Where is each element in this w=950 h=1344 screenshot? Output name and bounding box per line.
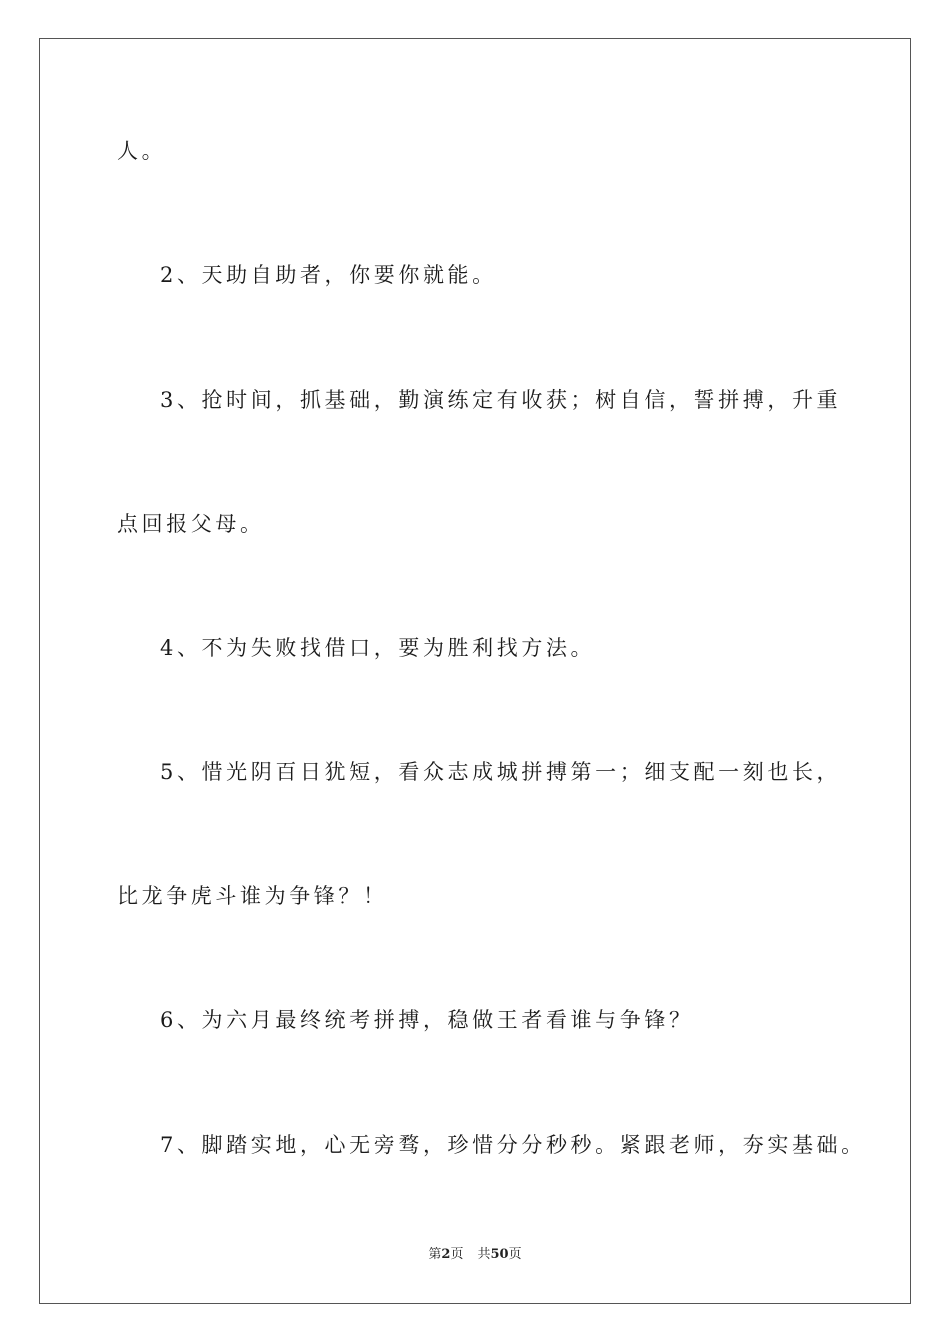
list-item-3-continued: 点回报父母。 xyxy=(117,512,265,536)
list-item-3: 3、抢时间，抓基础，勤演练定有收获；树自信，誓拼搏，升重 xyxy=(160,388,842,412)
total-prefix: 共 xyxy=(477,1247,491,1262)
page-prefix: 第 xyxy=(428,1247,442,1262)
list-item-6: 6、为六月最终统考拼搏，稳做王者看谁与争锋？ xyxy=(160,1008,694,1032)
list-item-7: 7、脚踏实地，心无旁骛，珍惜分分秒秒。紧跟老师，夯实基础。 xyxy=(160,1133,866,1157)
list-item-5-continued: 比龙争虎斗谁为争锋？！ xyxy=(117,884,388,908)
page-number: 2 xyxy=(441,1247,451,1262)
page-footer xyxy=(0,1246,950,1264)
list-item-4: 4、不为失败找借口，要为胜利找方法。 xyxy=(160,636,596,660)
total-pages: 50 xyxy=(490,1247,509,1262)
total-suffix: 页 xyxy=(508,1247,522,1262)
page-suffix: 页 xyxy=(450,1247,464,1262)
page-frame xyxy=(39,38,911,1304)
list-item-5: 5、惜光阴百日犹短，看众志成城拼搏第一；细支配一刻也长， xyxy=(160,760,842,784)
text-line-1: 人。 xyxy=(117,139,167,163)
list-item-2: 2、天助自助者，你要你就能。 xyxy=(160,263,497,287)
